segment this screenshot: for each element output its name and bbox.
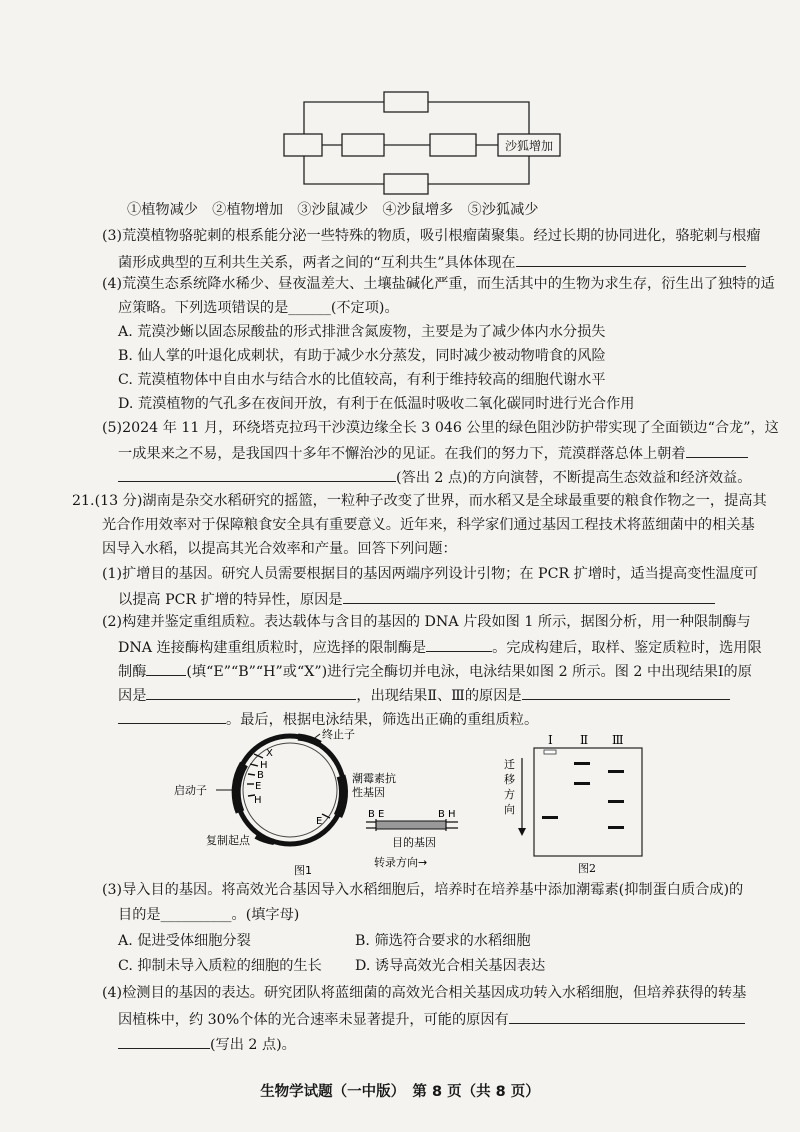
q21-p3-line1: (3)导入目的基因。将高效光合基因导入水稻细胞后，培养时在培养基中添加潮霉素(抑制蛋白质合成)的 xyxy=(102,882,744,898)
band-lane3-c xyxy=(608,826,624,829)
q21-p3-line2: 目的是__________。(填字母) xyxy=(118,907,300,923)
band-lane2-b xyxy=(574,782,590,785)
q21-p1-line2: 以提高 PCR 扩增的特异性，原因是 xyxy=(118,588,715,610)
origin-region xyxy=(256,836,274,842)
site-b-label: B xyxy=(257,770,264,781)
lane3-label: Ⅲ xyxy=(612,733,624,747)
resistance-gene-region xyxy=(338,776,344,816)
q21-p4-line1: (4)检测目的基因的表达。研究团队将蓝细菌的高效光合相关基因成功转入水稻细胞，但培养获得的转基 xyxy=(102,985,747,1001)
q21-intro3: 因导入水稻，以提高其光合效率和产量。回答下列问题： xyxy=(102,541,457,557)
plasmid-ring xyxy=(236,736,344,844)
site-e2-label: E xyxy=(316,816,323,827)
page-footer: 生物学试题（一中版） 第 8 页（共 8 页） xyxy=(260,1084,540,1100)
q20-p5-line3: (答出 2 点)的方向演替，不断提高生态效益和经济效益。 xyxy=(118,466,751,488)
q20-p5-line1: (5)2024 年 11 月，环绕塔克拉玛干沙漠边缘全长 3 046 公里的绿色阻沙防护带实现了全面锁边“合龙”，这 xyxy=(102,420,779,436)
migration-char-2: 移 xyxy=(504,773,515,786)
q20-p4-option-c: C. 荒漠植物体中自由水与结合水的比值较高，有利于维持较高的细胞代谢水平 xyxy=(118,372,606,388)
site-e-label: E xyxy=(255,781,262,792)
q21-intro2: 光合作用效率对于保障粮食安全具有重要意义。近年来，科学家们通过基因工程技术将蓝细菌中的相关基 xyxy=(102,517,755,533)
q20-p4-line1: (4)荒漠生态系统降水稀少、昼夜温差大、土壤盐碱化严重，而生活其中的生物为求生存，衍生出了独特的适 xyxy=(102,276,775,292)
q20-p3-line2: 菌形成典型的互利共生关系，两者之间的“互利共生”具体体现在 xyxy=(118,251,746,273)
food-web-flow-diagram xyxy=(270,90,570,200)
q21-p3-option-b: B. 筛选符合要求的水稻细胞 xyxy=(355,933,531,949)
migration-arrowhead xyxy=(518,828,526,836)
site-x-label: X xyxy=(266,748,273,759)
site-h-label: H xyxy=(260,760,268,771)
origin-label: 复制起点 xyxy=(206,834,250,847)
known-box-label: 沙狐增加 xyxy=(504,139,554,153)
blank-box-5 xyxy=(384,174,428,194)
fragment-be-label: B E xyxy=(368,809,385,820)
figure1-caption: 图1 xyxy=(294,864,312,877)
transcription-label: 转录方向→ xyxy=(374,856,428,869)
band-lane3-a xyxy=(608,770,624,773)
fragment-bh-label: B H xyxy=(438,809,456,820)
figure2-caption: 图2 xyxy=(578,862,596,875)
terminator-label: 终止子 xyxy=(322,728,355,741)
blank-box-1 xyxy=(284,134,322,156)
figure2-gel-diagram xyxy=(500,732,660,878)
target-gene-segment xyxy=(376,821,446,829)
q21-p2-line5: 。最后，根据电泳结果，筛选出正确的重组质粒。 xyxy=(118,708,538,730)
band-lane2-a xyxy=(574,762,590,765)
answer-blank[interactable] xyxy=(343,588,715,604)
answer-blank[interactable] xyxy=(118,466,396,482)
q20-p4-option-b: B. 仙人掌的叶退化成刺状，有助于减少水分蒸发，同时减少被动物啃食的风险 xyxy=(118,348,606,364)
migration-char-1: 迁 xyxy=(504,758,515,771)
q21-p2-line1: (2)构建并鉴定重组质粒。表达载体与含目的基因的 DNA 片段如图 1 所示，据图分析，用一种限制酶与 xyxy=(102,614,751,630)
q21-p3-option-c: C. 抑制未导入质粒的细胞的生长 xyxy=(118,958,322,974)
q21-p2-line4: 因是 ，出现结果Ⅱ、Ⅲ的原因是 xyxy=(118,684,730,706)
q20-p4-option-d: D. 荒漠植物的气孔多在夜间开放，有利于在低温时吸收二氧化碳同时进行光合作用 xyxy=(118,396,635,412)
blank-box-4 xyxy=(430,134,476,156)
lane2-label: Ⅱ xyxy=(580,733,589,747)
q21-p4-line3: (写出 2 点)。 xyxy=(118,1033,296,1055)
target-gene-label: 目的基因 xyxy=(392,836,436,849)
resistance-label-2: 性基因 xyxy=(352,786,385,799)
q21-p3-option-d: D. 诱导高效光合相关基因表达 xyxy=(355,958,546,974)
band-lane1 xyxy=(542,816,558,819)
site-h2-label: H xyxy=(254,795,262,806)
band-lane3-b xyxy=(608,800,624,803)
migration-char-4: 向 xyxy=(504,803,515,816)
q21-intro1: 21.(13 分)湖南是杂交水稻研究的摇篮，一粒种子改变了世界，而水稻又是全球最重要的粮食作物之一，提高其 xyxy=(72,493,767,509)
answer-blank[interactable] xyxy=(118,708,226,724)
answer-blank[interactable] xyxy=(146,660,186,676)
q20-p5-line2: 一成果来之不易，是我国四十多年不懈治沙的见证。在我们的努力下，荒漠群落总体上朝着 xyxy=(118,442,748,464)
resistance-label-1: 潮霉素抗 xyxy=(352,772,396,785)
flow-options: ①植物减少 ②植物增加 ③沙鼠减少 ④沙鼠增多 ⑤沙狐减少 xyxy=(127,202,539,218)
promoter-label: 启动子 xyxy=(174,784,207,797)
q20-p3-line1: (3)荒漠植物骆驼刺的根系能分泌一些特殊的物质，吸引根瘤菌聚集。经过长期的协同进化，骆驼刺与根瘤 xyxy=(102,228,761,244)
blank-box-2 xyxy=(342,134,384,156)
answer-blank[interactable] xyxy=(522,684,730,700)
q20-p4-option-a: A. 荒漠沙蜥以固态尿酸盐的形式排泄含氮废物，主要是为了减少体内水分损失 xyxy=(118,324,606,340)
q20-p4-line2: 应策略。下列选项错误的是______(不定项)。 xyxy=(118,300,399,316)
answer-blank[interactable] xyxy=(426,636,492,652)
q21-p1-line1: (1)扩增目的基因。研究人员需要根据目的基因两端序列设计引物；在 PCR 扩增时，适当提高变性温度可 xyxy=(102,566,759,582)
answer-blank[interactable] xyxy=(686,442,748,458)
terminator-region xyxy=(298,737,320,744)
q21-p2-line2: DNA 连接酶构建重组质粒时，应选择的限制酶是 。完成构建后，取样、鉴定质粒时，选用限 xyxy=(118,636,762,658)
q21-p2-line3: 制酶 (填“E”“B”“H”或“X”)进行完全酶切并电泳，电泳结果如图 2 所示。图 2 中出现结果Ⅰ的原 xyxy=(118,660,752,682)
answer-blank[interactable] xyxy=(516,251,746,267)
answer-blank[interactable] xyxy=(146,684,356,700)
blank-box-3 xyxy=(384,92,428,112)
figure1-plasmid-diagram xyxy=(170,728,490,878)
lane1-label: Ⅰ xyxy=(548,733,553,747)
q21-p4-line2: 因植株中，约 30%个体的光合速率未显著提升，可能的原因有 xyxy=(118,1008,745,1030)
migration-char-3: 方 xyxy=(504,788,515,801)
answer-blank[interactable] xyxy=(118,1033,210,1049)
q21-p3-option-a: A. 促进受体细胞分裂 xyxy=(118,933,251,949)
answer-blank[interactable] xyxy=(509,1008,745,1024)
